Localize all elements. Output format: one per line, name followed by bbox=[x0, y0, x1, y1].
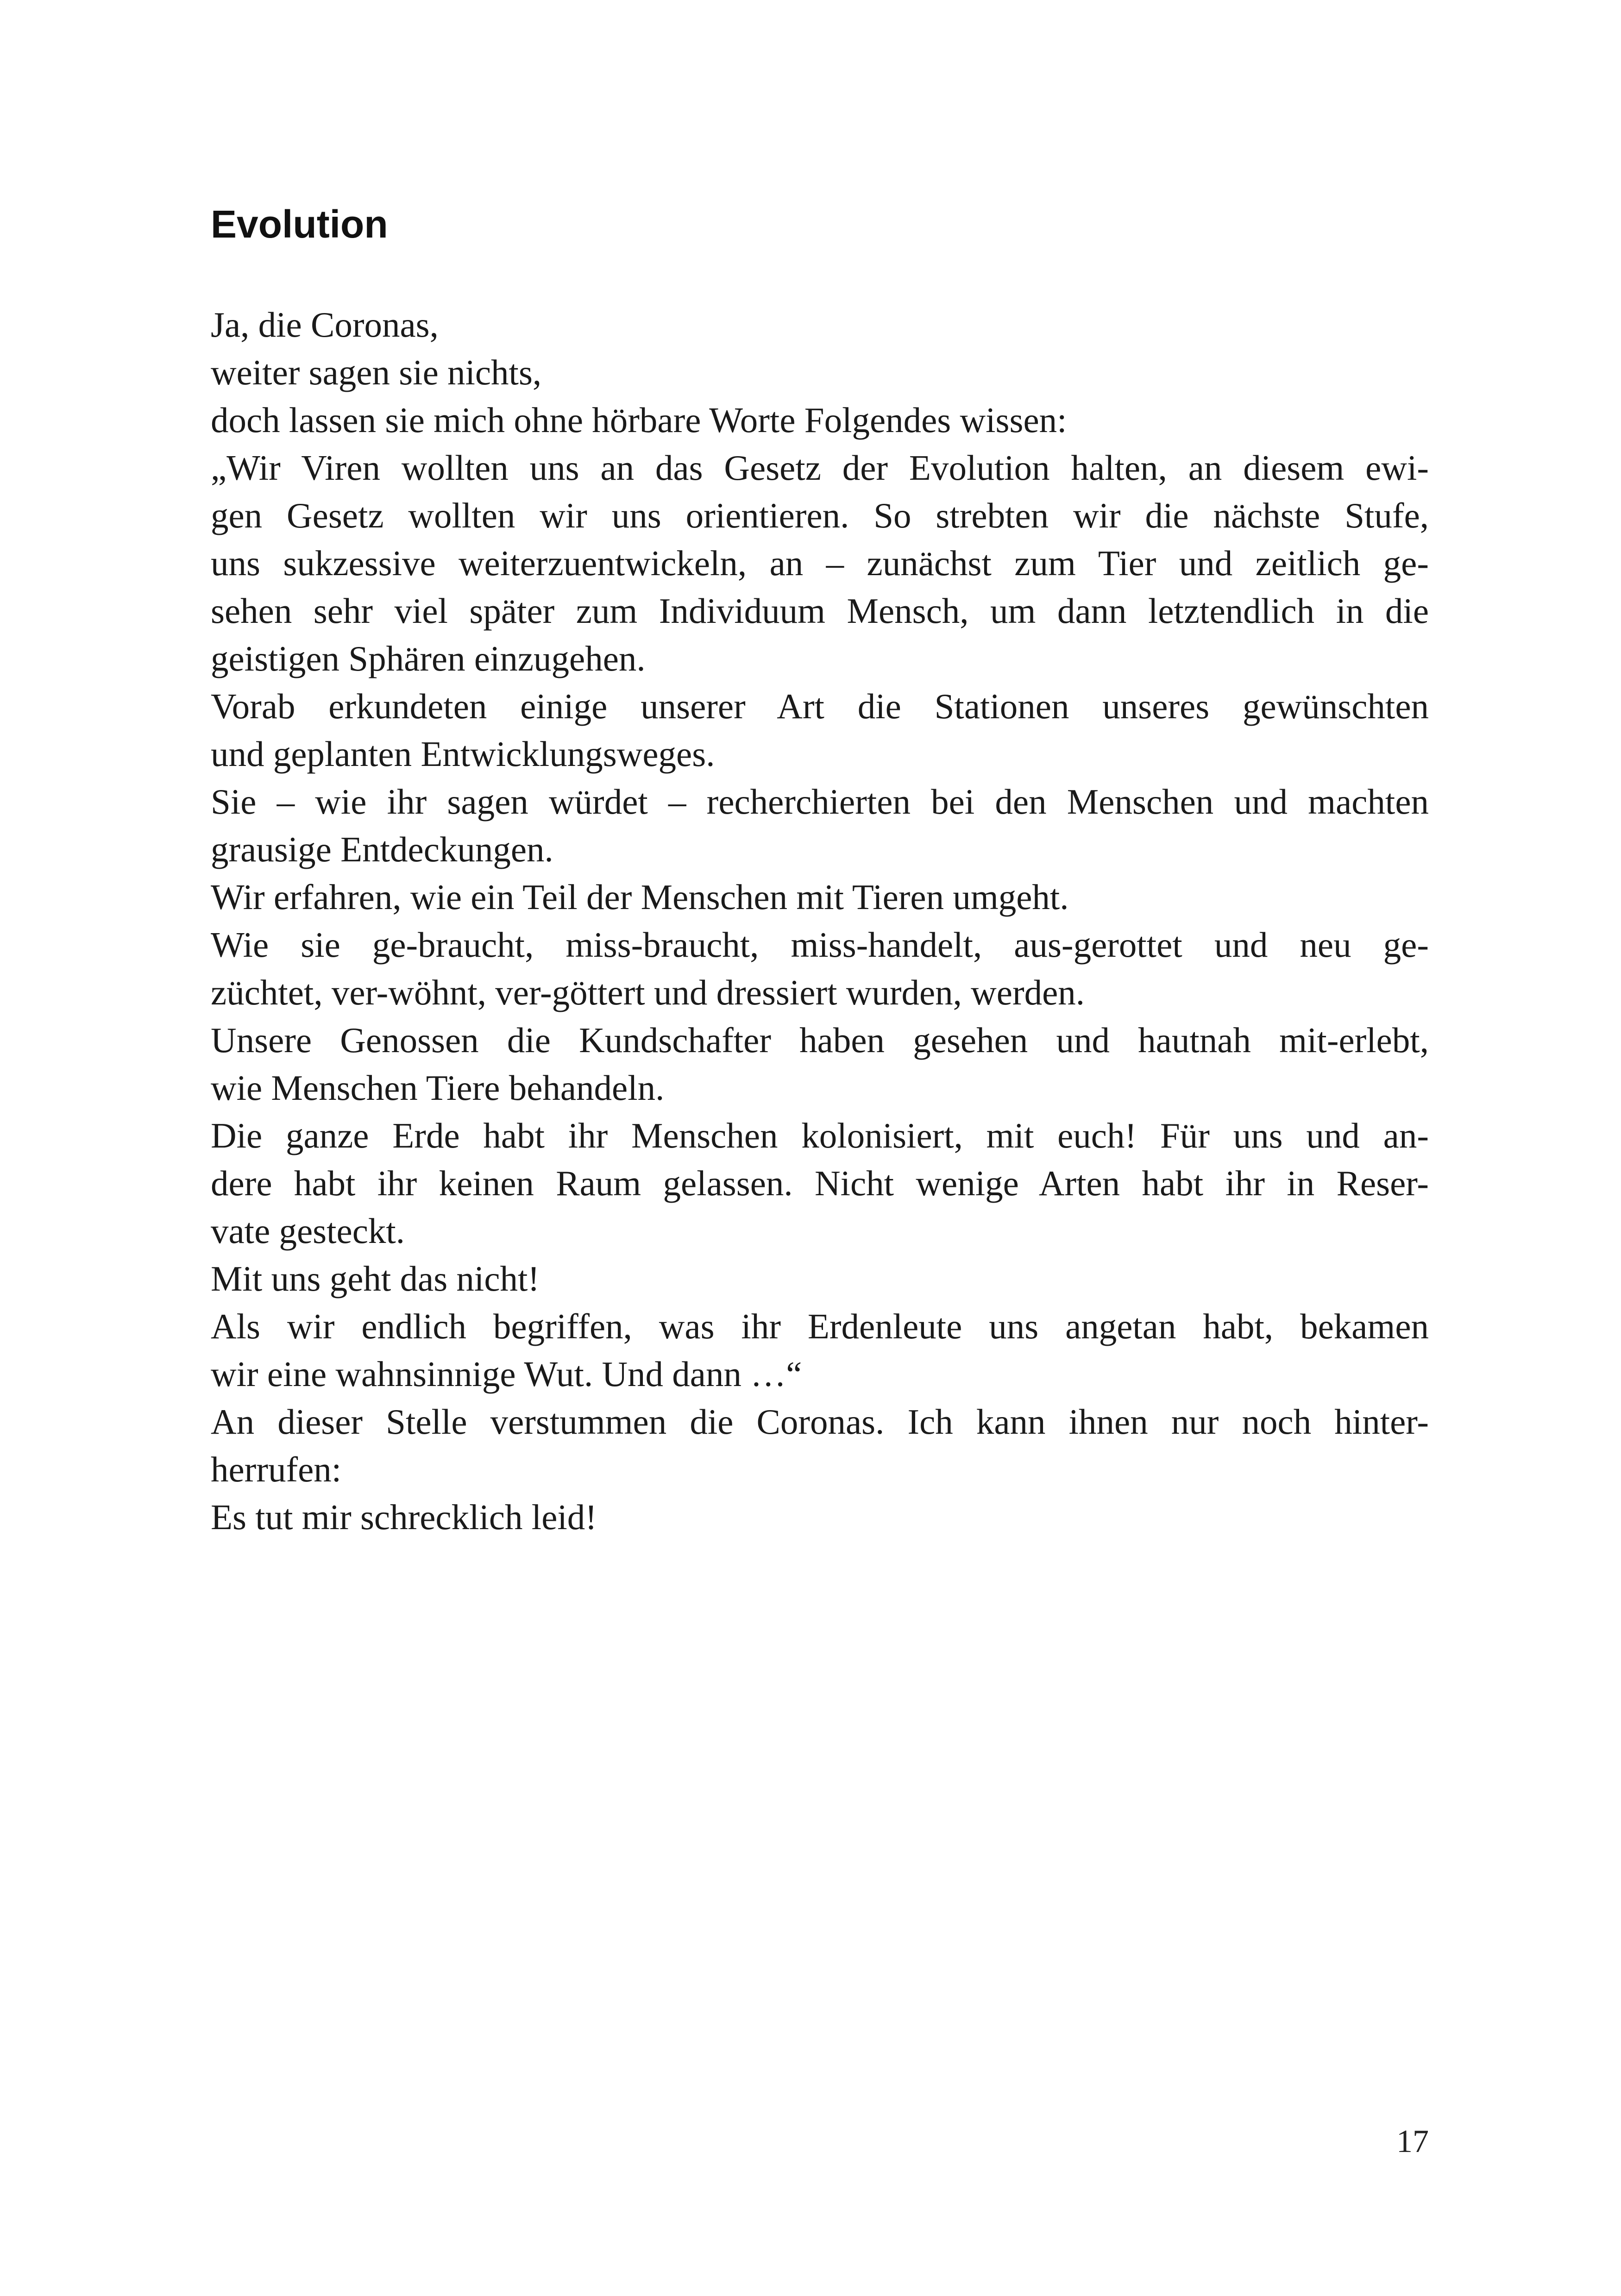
text-line: grausige Entdeckungen. bbox=[211, 829, 553, 869]
text-line: sehen sehr viel später zum Individuum Mensch, um dann letztendlich in die bbox=[211, 591, 1429, 631]
text-line: Wir erfahren, wie ein Teil der Menschen mit Tieren umgeht. bbox=[211, 877, 1069, 917]
text-line: wir eine wahnsinnige Wut. Und dann …“ bbox=[211, 1354, 802, 1394]
text-line: doch lassen sie mich ohne hörbare Worte Folgendes wissen: bbox=[211, 400, 1067, 440]
text-line: Vorab erkundeten einige unserer Art die Stationen unseres gewünschten bbox=[211, 686, 1429, 726]
text-line: uns sukzessive weiterzuentwickeln, an – zunächst zum Tier und zeitlich ge- bbox=[211, 543, 1429, 583]
text-line: An dieser Stelle verstummen die Coronas. Ich kann ihnen nur noch hinter- bbox=[211, 1402, 1429, 1442]
text-line: dere habt ihr keinen Raum gelassen. Nicht wenige Arten habt ihr in Reser- bbox=[211, 1163, 1429, 1203]
text-line: Es tut mir schrecklich leid! bbox=[211, 1497, 597, 1537]
text-line: und geplanten Entwicklungsweges. bbox=[211, 734, 715, 774]
text-line: weiter sagen sie nichts, bbox=[211, 352, 542, 392]
text-line: herrufen: bbox=[211, 1449, 342, 1489]
text-line: Mit uns geht das nicht! bbox=[211, 1259, 540, 1299]
text-line: geistigen Sphären einzugehen. bbox=[211, 639, 646, 678]
page-title: Evolution bbox=[211, 202, 388, 246]
text-line: wie Menschen Tiere behandeln. bbox=[211, 1068, 665, 1108]
page-number: 17 bbox=[1396, 2124, 1429, 2159]
text-line: Als wir endlich begriffen, was ihr Erdenleute uns angetan habt, bekamen bbox=[211, 1306, 1429, 1346]
poem-text bbox=[211, 301, 1429, 1541]
text-line: Ja, die Coronas, bbox=[211, 305, 439, 345]
text-line: Sie – wie ihr sagen würdet – recherchierten bei den Menschen und machten bbox=[211, 782, 1429, 822]
text-line: Die ganze Erde habt ihr Menschen kolonisiert, mit euch! Für uns und an- bbox=[211, 1116, 1429, 1155]
text-line: züchtet, ver-wöhnt, ver-göttert und dressiert wurden, werden. bbox=[211, 972, 1085, 1012]
text-line: „Wir Viren wollten uns an das Gesetz der Evolution halten, an diesem ewi- bbox=[211, 448, 1429, 488]
text-line: gen Gesetz wollten wir uns orientieren. So strebten wir die nächste Stufe, bbox=[211, 496, 1429, 535]
text-line: Unsere Genossen die Kundschafter haben gesehen und hautnah mit-erlebt, bbox=[211, 1020, 1429, 1060]
text-line: vate gesteckt. bbox=[211, 1211, 405, 1251]
text-line: Wie sie ge-braucht, miss-braucht, miss-handelt, aus-gerottet und neu ge- bbox=[211, 925, 1429, 965]
